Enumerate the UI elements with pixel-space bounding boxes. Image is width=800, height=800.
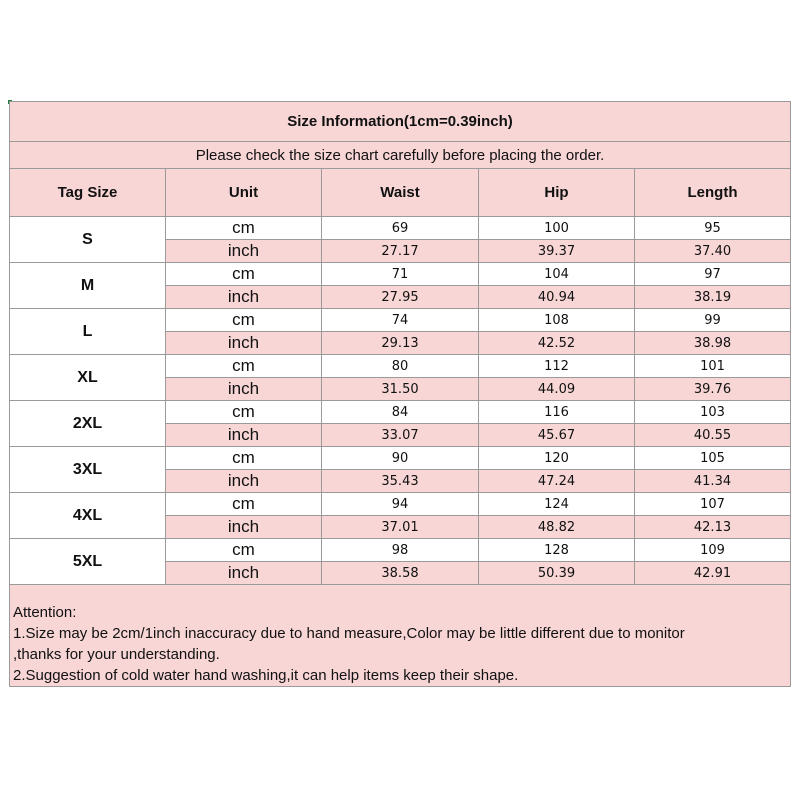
hip-cell: 128 [479, 539, 635, 562]
header-tag-size: Tag Size [10, 169, 166, 217]
tag-size-cell: 3XL [10, 447, 166, 493]
unit-cell: cm [166, 539, 322, 562]
table-row [10, 447, 791, 470]
chart-subtitle: Please check the size chart carefully before placing the order. [10, 142, 791, 169]
length-cell: 38.98 [635, 332, 791, 355]
chart-title: Size Information(1cm=0.39inch) [10, 102, 791, 142]
waist-cell: 38.58 [322, 562, 479, 585]
hip-cell: 100 [479, 217, 635, 240]
tag-size-cell: XL [10, 355, 166, 401]
size-chart-table [9, 101, 791, 687]
waist-cell: 31.50 [322, 378, 479, 401]
attention-line: 1.Size may be 2cm/1inch inaccuracy due to hand measure,Color may be little different due to monitor [13, 625, 685, 642]
attention-note [10, 585, 791, 687]
waist-cell: 71 [322, 263, 479, 286]
waist-cell: 80 [322, 355, 479, 378]
unit-cell: inch [166, 470, 322, 493]
unit-cell: inch [166, 516, 322, 539]
length-cell: 40.55 [635, 424, 791, 447]
table-row [10, 217, 791, 240]
hip-cell: 47.24 [479, 470, 635, 493]
unit-cell: cm [166, 309, 322, 332]
unit-cell: inch [166, 378, 322, 401]
hip-cell: 50.39 [479, 562, 635, 585]
unit-cell: inch [166, 424, 322, 447]
unit-cell: cm [166, 263, 322, 286]
waist-cell: 33.07 [322, 424, 479, 447]
unit-cell: cm [166, 447, 322, 470]
hip-cell: 44.09 [479, 378, 635, 401]
tag-size-cell: 5XL [10, 539, 166, 585]
waist-cell: 27.95 [322, 286, 479, 309]
header-unit: Unit [166, 169, 322, 217]
tag-size-cell: 4XL [10, 493, 166, 539]
table-row [10, 263, 791, 286]
unit-cell: cm [166, 493, 322, 516]
unit-cell: inch [166, 286, 322, 309]
length-cell: 37.40 [635, 240, 791, 263]
attention-line: Attention: [13, 604, 77, 621]
length-cell: 101 [635, 355, 791, 378]
length-cell: 109 [635, 539, 791, 562]
tag-size-cell: L [10, 309, 166, 355]
hip-cell: 45.67 [479, 424, 635, 447]
unit-cell: cm [166, 401, 322, 424]
waist-cell: 90 [322, 447, 479, 470]
unit-cell: inch [166, 332, 322, 355]
tag-size-cell: M [10, 263, 166, 309]
waist-cell: 94 [322, 493, 479, 516]
waist-cell: 69 [322, 217, 479, 240]
header-length: Length [635, 169, 791, 217]
hip-cell: 104 [479, 263, 635, 286]
length-cell: 99 [635, 309, 791, 332]
hip-cell: 42.52 [479, 332, 635, 355]
hip-cell: 116 [479, 401, 635, 424]
length-cell: 42.13 [635, 516, 791, 539]
length-cell: 42.91 [635, 562, 791, 585]
tag-size-cell: S [10, 217, 166, 263]
waist-cell: 27.17 [322, 240, 479, 263]
attention-line: ,thanks for your understanding. [13, 646, 220, 663]
hip-cell: 48.82 [479, 516, 635, 539]
length-cell: 38.19 [635, 286, 791, 309]
unit-cell: cm [166, 217, 322, 240]
hip-cell: 124 [479, 493, 635, 516]
hip-cell: 112 [479, 355, 635, 378]
attention-line: 2.Suggestion of cold water hand washing,it can help items keep their shape. [13, 667, 519, 684]
table-row [10, 355, 791, 378]
length-cell: 39.76 [635, 378, 791, 401]
header-waist: Waist [322, 169, 479, 217]
length-cell: 103 [635, 401, 791, 424]
waist-cell: 29.13 [322, 332, 479, 355]
hip-cell: 108 [479, 309, 635, 332]
unit-cell: inch [166, 240, 322, 263]
tag-size-cell: 2XL [10, 401, 166, 447]
length-cell: 97 [635, 263, 791, 286]
waist-cell: 98 [322, 539, 479, 562]
header-hip: Hip [479, 169, 635, 217]
length-cell: 41.34 [635, 470, 791, 493]
waist-cell: 37.01 [322, 516, 479, 539]
header-row [10, 169, 791, 217]
waist-cell: 84 [322, 401, 479, 424]
hip-cell: 39.37 [479, 240, 635, 263]
unit-cell: cm [166, 355, 322, 378]
hip-cell: 120 [479, 447, 635, 470]
length-cell: 107 [635, 493, 791, 516]
hip-cell: 40.94 [479, 286, 635, 309]
table-row [10, 539, 791, 562]
length-cell: 95 [635, 217, 791, 240]
unit-cell: inch [166, 562, 322, 585]
table-row [10, 401, 791, 424]
waist-cell: 35.43 [322, 470, 479, 493]
table-row [10, 309, 791, 332]
waist-cell: 74 [322, 309, 479, 332]
length-cell: 105 [635, 447, 791, 470]
table-row [10, 493, 791, 516]
